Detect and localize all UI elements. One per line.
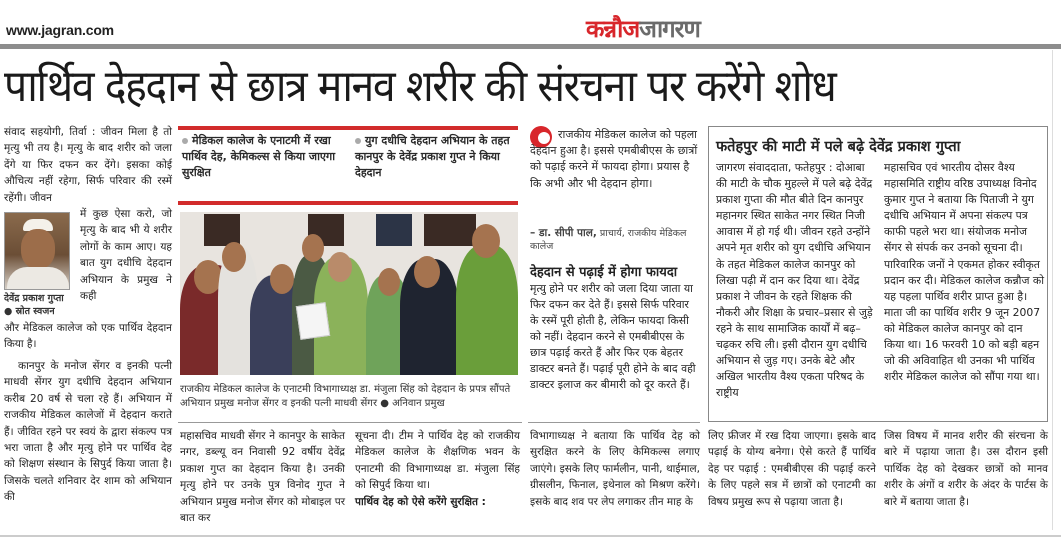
highlight-item [182, 133, 347, 181]
sidebar-story-title: फतेहपुर की माटी में पले बढ़े देवेंद्र प्रकाश गुप्ता [716, 139, 961, 155]
bullet-icon [182, 138, 188, 144]
bottom-rule [0, 535, 1061, 537]
article-intro-end: और मेडिकल कालेज को एक पार्थिव देहदान किया है। [4, 322, 172, 351]
document-paper [296, 302, 330, 340]
person-head [472, 224, 500, 258]
portrait-credit-text: स्रोत स्वजन [15, 306, 55, 317]
quote-designation: प्राचार्य, राजकीय मेडिकल कालेज [530, 228, 687, 252]
person-head [222, 242, 246, 272]
anatomy-poster [424, 214, 460, 246]
section-title: देहदान से पढ़ाई में होगा फायदा [530, 265, 678, 280]
article-paragraph [355, 428, 520, 510]
highlight-text: मेडिकल कालेज के एनाटमी में रखा पार्थिव देह, केमिकल्स से किया जाएगा सुरक्षित [182, 134, 336, 179]
highlight-text: युग दधीचि देहदान अभियान के तहत कानपुर के देवेंद्र प्रकाश गुप्त ने किया देहदान [355, 134, 510, 179]
portrait-name: देवेंद्र प्रकाश गुप्ता [4, 293, 64, 304]
divider [528, 422, 700, 423]
article-paragraph: महासचिव माधवी सेंगर ने कानपुर के साकेत नगर, डब्ल्यू वन निवासी 92 वर्षीय देवेंद्र प्रकाश गुप्त का देहदान किया है। उनकी मृत्यु होने पर उनके पुत्र विनोद गुप्त ने अभियान प्रमुख मनोज सेंगर को मोबाइल पर बात कर [180, 430, 345, 525]
masthead [0, 0, 1061, 48]
quote-author: – डा. सीपी पाल, [530, 227, 597, 239]
person-head [328, 252, 352, 282]
section-text: मृत्यु होने पर शरीर को जला दिया जाता या फिर दफन कर देते हैं। इससे सिर्फ परिवार के रस्में पूरी होती है, लेकिन फायदा किसी को नहीं। देहदान करने से एमबीबीएस के छात्र पढ़ाई करते हैं और फिर एक बेहतर डाक्टर बनते हैं। पढ़ाई पूरी होने के बाद वही डाक्टर इलाज कर बीमारी को दूर करते हैं। [530, 282, 696, 391]
person-head [270, 264, 294, 294]
pull-quote: राजकीय मेडिकल कालेज को पहला देहदान हुआ है। इससे एमबीबीएस के छात्रों को पढ़ाई करने में फायदा होगा। प्रयास है कि अभी और भी देहदान होगा। [530, 128, 698, 190]
portrait-shirt-shape [7, 267, 69, 290]
article-paragraph: लिए फ्रीजर में रख दिया जाएगा। इसके बाद पढ़ाई के योग्य बनेगा। ऐसे करते हैं पार्थिव देह पर पढ़ाई : एमबीबीएस की पढ़ाई करने के लिए पहले सत्र में छात्रों को एनाटमी का विषय प्रमुख रूप से पढ़ाया जाता है। [708, 430, 876, 508]
quote-source [530, 227, 698, 253]
portrait-caption [4, 292, 74, 318]
article-paragraph: कानपुर के मनोज सेंगर व इनकी पत्नी माधवी सेंगर युग दधीचि देहदान अभियान करीब 20 वर्ष से चला रहे हैं। अभियान में राजकीय मेडिकल कालेजों में देहदान कराते हैं। जीवित रहने पर स्वयं के द्वारा संकल्प पत्र भरा जाता है और मृत्यु होने पर पार्थिव देह को शिक्षण संस्थान के सिपुर्द किया जाता है। जिसके चलते शनिवार देर शाम को अभियान की [4, 360, 172, 504]
portrait-face-shape [21, 229, 55, 269]
site-url[interactable]: www.jagran.com [6, 22, 114, 38]
bullet-icon [355, 138, 361, 144]
news-photo [180, 212, 518, 375]
headline: पार्थिव देहदान से छात्र मानव शरीर की संरचना पर करेंगे शोध [4, 61, 836, 112]
portrait-photo [4, 212, 70, 290]
person-figure [456, 245, 518, 375]
person-head [378, 268, 400, 296]
article-intro-wrap: में कुछ ऐसा करो, जो मृत्यु के बाद भी ये शरीर लोगों के काम आए। यह बात युग दधीचि देहदान अभियान के प्रमुख ने कही [80, 208, 172, 303]
highlight-bar-top [178, 126, 518, 130]
column-rule [1052, 50, 1053, 530]
article-text: सूचना दी। टीम ने पार्थिव देह को राजकीय मेडिकल कालेज के शैक्षणिक भवन के एनाटमी की विभागाध्यक्ष डा. मंजुला सिंह को सिपुर्द किया था। [355, 430, 520, 492]
article-intro: संवाद सहयोगी, तिर्वा : जीवन मिला है तो मृत्यु भी तय है। मृत्यु के बाद शरीर को जला देंगे या फिर दफन कर देंगे। इसका कोई औचित्य नहीं रहेगा, सिर्फ परिवार की रस्में रहेंगी। जीवन [4, 126, 172, 204]
brand-city: कन्नौज [586, 15, 640, 43]
photo-caption: राजकीय मेडिकल कालेज के एनाटमी विभागाध्यक्ष डा. मंजुला सिंह को देहदान के प्रपत्र सौंपते अभियान प्रमुख मनोज सेंगर व इनकी पत्नी माधवी सेंगर ● अनिवान प्रमुख [180, 384, 511, 409]
article-paragraph: जिस विषय में मानव शरीर की संरचना के बारे में पढ़ाया जाता है। उस दौरान इसी पार्थिक देह को देखकर छात्रों को मानव शरीर के अंगों व शरीर के अंदर के पार्टस के बारे में बताया जाता है। [884, 430, 1048, 508]
article-paragraph: विभागाध्यक्ष ने बताया कि पार्थिव देह को सुरक्षित करने के लिए केमिकल्स लगाए जाएंगे। इसके लिए फार्मलीन, पानी, थाईमाल, ग्रीसलीन, फिनाल, इथेनाल को मिश्रण करेंगे। इसके बाद शव पर लेप लगाकर तीन माह के [530, 430, 700, 508]
sidebar-story-col: जागरण संवाददाता, फतेहपुर : दोआबा की माटी के चौक मुहल्ले में पले बढ़े देवेंद्र प्रकाश गुप्ता की मौत बीते दिन कानपुर महानगर स्थित साकेत नगर स्थित निजी आवास में हो गई थी। जीवन रहते उन्होंने अपने मृत शरीर को युग दधीचि अभियान के तहत मेडिकल कालेज कानपुर को लिखा पढ़ी में दान कर दिया था। देवेंद्र प्रकाश ने जीवन के रहते शिक्षक की नौकरी और शिक्षा के प्रचार–प्रसार से जुड़े रहने के साथ सामाजिक कार्यों में बढ़–चढ़कर रुचि ली। इसी दौरान युग दधीचि अभियान से जुड़ गए। उनके बेटे और अखिल भारतीय वैश्य एकता परिषद के राष्ट्रीय [716, 161, 873, 400]
highlight-item [355, 133, 520, 181]
person-head [302, 234, 324, 262]
anatomy-poster [376, 214, 412, 246]
photo-caption-text: राजकीय मेडिकल कालेज के एनाटमी विभागाध्यक्ष डा. मंजुला सिंह को देहदान के प्रपत्र सौंपते अभियान प्रमुख मनोज सेंगर व इनकी पत्नी माधवी सेंगर [180, 384, 511, 409]
newspaper-logo [586, 12, 700, 45]
highlight-bar-bottom [178, 201, 518, 205]
divider [178, 422, 522, 423]
masthead-rule [0, 44, 1061, 49]
portrait-credit: ● स्रोत स्वजन [4, 306, 55, 317]
sidebar-story-col: महासचिव एवं भारतीय दोसर वैश्य महासमिति राष्ट्रीय वरिष्ठ उपाध्यक्ष विनोद कुमार गुप्त ने बताया कि पिताजी ने युग दधीचि अभियान में अपना संकल्प पत्र काफी पहले भरा था। संयोजक मनोज सेंगर से संपर्क कर उनको सूचना दी। पारिवारिक जनों ने एकमत होकर स्वीकृत प्रदान कर दी। मेडिकल कालेज कन्नौज को यह पहला पार्थिव शरीर प्राप्त हुआ है। माता जी का पार्थिव शरीर 9 जून 2007 को मेडिकल कालेज कानपुर को दान किया था। 16 फरवरी 10 को बड़ी बहन जो की अविवाहित थी उनका भी पार्थिव शरीर मेडिकल कालेज को सौंपा गया था। [884, 161, 1044, 384]
brand-name: जागरण [639, 15, 700, 43]
photo-credit: अनिवान प्रमुख [392, 398, 445, 409]
inline-subhead: पार्थिव देह को ऐसे करेंगे सुरक्षित : [355, 495, 486, 508]
person-head [414, 256, 440, 288]
